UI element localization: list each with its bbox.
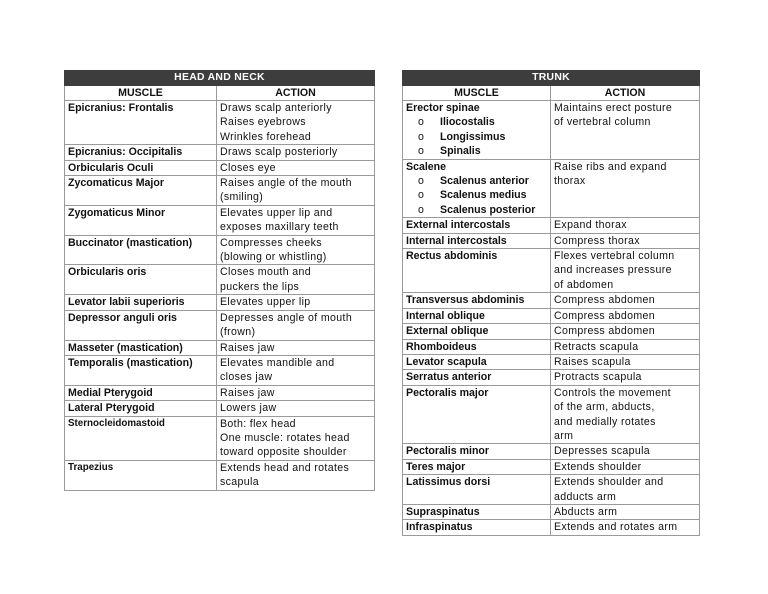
action-cell	[217, 385, 375, 400]
action-cell	[217, 235, 375, 265]
muscle-cell	[65, 416, 217, 460]
muscle-cell	[65, 310, 217, 340]
muscle-cell	[65, 295, 217, 310]
action-cell	[217, 355, 375, 385]
muscle-name: Levator labii superioris	[68, 296, 185, 309]
muscle-name: Epicranius: Occipitalis	[68, 146, 183, 159]
action-text: Raise ribs and expand	[554, 160, 667, 173]
action-text: Lowers jaw	[220, 402, 277, 415]
table-row	[65, 355, 375, 385]
muscle-cell	[65, 265, 217, 295]
muscle-cell	[65, 235, 217, 265]
action-text: Expand thorax	[554, 219, 627, 232]
action-cell	[551, 218, 700, 233]
action-text: Extends shoulder and	[554, 476, 664, 489]
table-row	[403, 385, 700, 444]
table-row	[403, 159, 700, 218]
action-text: Raises scapula	[554, 355, 631, 368]
muscle-cell	[65, 101, 217, 145]
action-text: arm	[554, 429, 574, 442]
action-cell	[217, 310, 375, 340]
table-row	[403, 475, 700, 505]
muscle-cell	[65, 205, 217, 235]
muscle-cell	[403, 339, 551, 354]
action-cell	[217, 265, 375, 295]
table-row	[65, 235, 375, 265]
muscle-cell	[65, 145, 217, 160]
muscle-name: External oblique	[406, 325, 489, 338]
muscle-name: Serratus anterior	[406, 371, 492, 384]
action-cell	[217, 145, 375, 160]
table-row	[403, 504, 700, 519]
muscle-name: Latissimus dorsi	[406, 476, 491, 489]
action-text: Protracts scapula	[554, 371, 642, 384]
action-text: Flexes vertebral column	[554, 250, 675, 263]
muscle-cell	[65, 176, 217, 206]
muscle-column-header: MUSCLE	[65, 86, 217, 101]
action-cell	[551, 504, 700, 519]
muscle-name: Buccinator (mastication)	[68, 236, 193, 249]
action-text: puckers the lips	[220, 280, 300, 293]
trunk-title: TRUNK	[403, 71, 700, 86]
muscle-name: Transversus abdominis	[406, 294, 525, 307]
action-text: and increases pressure	[554, 264, 672, 277]
table-row	[403, 218, 700, 233]
action-cell	[551, 354, 700, 369]
head-neck-title: HEAD AND NECK	[65, 71, 375, 86]
muscle-cell	[403, 444, 551, 459]
action-cell	[217, 205, 375, 235]
action-cell	[217, 340, 375, 355]
action-text: (smiling)	[220, 191, 264, 204]
action-text: and medially rotates	[554, 415, 656, 428]
muscle-name: Zygomaticus Minor	[68, 206, 166, 219]
sub-muscle-item	[418, 203, 547, 217]
action-cell	[551, 233, 700, 248]
sub-muscle-name: Scalenus medius	[440, 189, 527, 202]
action-text: Retracts scapula	[554, 340, 639, 353]
action-text: One muscle: rotates head	[220, 431, 350, 444]
muscle-name: Pectoralis minor	[406, 445, 490, 458]
table-row	[65, 460, 375, 490]
action-cell	[551, 159, 700, 218]
action-text: Compress abdomen	[554, 294, 655, 307]
action-text: (blowing or whistling)	[220, 251, 327, 264]
table-row	[403, 459, 700, 474]
action-cell	[217, 401, 375, 416]
action-text: Elevates upper lip	[220, 296, 311, 309]
action-text: Closes eye	[220, 161, 276, 174]
action-cell	[551, 520, 700, 535]
sub-muscle-item	[418, 144, 547, 158]
muscle-cell	[403, 233, 551, 248]
action-text: Draws scalp anteriorly	[220, 102, 332, 114]
sub-muscle-list	[406, 115, 547, 158]
muscle-name: Orbicularis Oculi	[68, 161, 154, 174]
muscle-name: Supraspinatus	[406, 505, 480, 518]
muscle-name: External intercostals	[406, 219, 511, 232]
action-text: Extends head and rotates	[220, 461, 350, 474]
table-row	[403, 444, 700, 459]
muscle-cell	[403, 385, 551, 444]
table-row	[65, 176, 375, 206]
sub-muscle-name: Scalenus anterior	[440, 175, 529, 188]
sub-muscle-item	[418, 130, 547, 144]
action-column-header: ACTION	[551, 86, 700, 101]
muscle-cell	[403, 475, 551, 505]
muscle-cell	[65, 460, 217, 490]
action-cell	[217, 295, 375, 310]
action-text: Depresses scapula	[554, 445, 651, 458]
action-text: Raises jaw	[220, 341, 275, 354]
action-text: Elevates mandible and	[220, 356, 335, 369]
sub-muscle-list	[406, 174, 547, 217]
muscle-cell	[403, 459, 551, 474]
action-cell	[551, 324, 700, 339]
action-text: adducts arm	[554, 490, 617, 503]
action-cell	[217, 460, 375, 490]
sub-muscle-item	[418, 188, 547, 202]
action-cell	[217, 160, 375, 175]
muscle-cell	[403, 370, 551, 385]
muscle-cell	[403, 504, 551, 519]
action-cell	[217, 416, 375, 460]
muscle-cell	[65, 340, 217, 355]
muscle-name: Epicranius: Frontalis	[68, 102, 174, 114]
muscle-cell	[403, 293, 551, 308]
action-cell	[551, 444, 700, 459]
muscle-cell	[403, 101, 551, 160]
action-cell	[551, 370, 700, 385]
muscle-cell	[403, 308, 551, 323]
sub-muscle-name: Iliocostalis	[440, 116, 495, 129]
muscle-cell	[65, 401, 217, 416]
head-neck-rows	[65, 101, 375, 491]
table-row	[403, 249, 700, 293]
action-text: closes jaw	[220, 371, 273, 384]
action-cell	[551, 459, 700, 474]
action-cell	[551, 101, 700, 160]
bullet-icon: o	[418, 189, 424, 202]
muscle-name: Teres major	[406, 460, 466, 473]
action-text: (frown)	[220, 326, 256, 339]
action-cell	[217, 176, 375, 206]
action-column-header: ACTION	[217, 86, 375, 101]
table-row	[65, 145, 375, 160]
muscle-name: Masseter (mastication)	[68, 341, 183, 354]
action-cell	[551, 475, 700, 505]
muscle-column-header: MUSCLE	[403, 86, 551, 101]
muscle-name: Lateral Pterygoid	[68, 402, 155, 415]
muscle-cell	[65, 355, 217, 385]
action-text: toward opposite shoulder	[220, 446, 347, 459]
table-row	[65, 205, 375, 235]
muscle-name: Pectoralis major	[406, 386, 489, 399]
action-text: Compress abdomen	[554, 325, 655, 338]
action-text: Abducts arm	[554, 505, 618, 518]
table-row	[65, 310, 375, 340]
bullet-icon: o	[418, 130, 424, 143]
action-cell	[551, 249, 700, 293]
action-text: Controls the movement	[554, 386, 671, 399]
muscle-cell	[65, 385, 217, 400]
muscle-name: Erector spinae	[406, 102, 480, 114]
action-text: Elevates upper lip and	[220, 206, 333, 219]
table-row	[403, 233, 700, 248]
muscle-cell	[403, 218, 551, 233]
action-text: scapula	[220, 476, 259, 489]
table-row	[403, 339, 700, 354]
muscle-name: Trapezius	[68, 461, 114, 473]
action-cell	[551, 339, 700, 354]
bullet-icon: o	[418, 203, 424, 216]
action-cell	[551, 308, 700, 323]
action-cell	[551, 385, 700, 444]
table-row	[403, 370, 700, 385]
action-text: Extends and rotates arm	[554, 521, 678, 534]
sub-muscle-name: Longissimus	[440, 130, 506, 143]
action-text: Compress thorax	[554, 234, 640, 247]
table-row	[403, 293, 700, 308]
muscle-name: Rectus abdominis	[406, 250, 498, 263]
action-text: Depresses angle of mouth	[220, 311, 353, 324]
action-text: Extends shoulder	[554, 460, 642, 473]
table-row	[65, 385, 375, 400]
muscle-name: Internal intercostals	[406, 234, 507, 247]
action-text: Compress abdomen	[554, 309, 655, 322]
table-row	[65, 340, 375, 355]
table-row	[65, 416, 375, 460]
table-row	[403, 101, 700, 160]
bullet-icon: o	[418, 145, 424, 158]
muscle-name: Sternocleidomastoid	[68, 417, 165, 429]
muscle-name: Medial Pterygoid	[68, 386, 153, 399]
action-text: Both: flex head	[220, 417, 296, 430]
action-text: of the arm, abducts,	[554, 401, 655, 414]
table-row	[403, 308, 700, 323]
action-cell	[551, 293, 700, 308]
muscle-cell	[403, 354, 551, 369]
muscle-name: Zycomaticus Major	[68, 177, 164, 190]
sub-muscle-name: Scalenus posterior	[440, 203, 536, 216]
trunk-rows	[403, 101, 700, 536]
muscle-name: Orbicularis oris	[68, 266, 147, 279]
table-row	[65, 401, 375, 416]
action-text: Wrinkles forehead	[220, 130, 312, 143]
action-cell	[217, 101, 375, 145]
muscle-cell	[403, 520, 551, 535]
muscle-name: Temporalis (mastication)	[68, 356, 193, 369]
sub-muscle-name: Spinalis	[440, 145, 481, 158]
muscle-name: Scalene	[406, 160, 447, 173]
muscle-name: Rhomboideus	[406, 340, 477, 353]
action-text: Compresses cheeks	[220, 236, 322, 249]
muscle-cell	[403, 159, 551, 218]
muscle-name: Levator scapula	[406, 355, 487, 368]
table-row	[65, 101, 375, 145]
table-row	[65, 295, 375, 310]
muscle-name: Infraspinatus	[406, 521, 473, 534]
sub-muscle-item	[418, 115, 547, 129]
action-text: Maintains erect posture	[554, 102, 673, 114]
table-row	[403, 354, 700, 369]
head-neck-table	[64, 70, 375, 491]
sub-muscle-item	[418, 174, 547, 188]
action-text: of vertebral column	[554, 116, 651, 129]
table-row	[65, 160, 375, 175]
table-row	[65, 265, 375, 295]
table-row	[403, 324, 700, 339]
action-text: thorax	[554, 175, 586, 188]
action-text: Closes mouth and	[220, 266, 311, 279]
muscle-name: Depressor anguli oris	[68, 311, 177, 324]
muscle-name: Internal oblique	[406, 309, 485, 322]
muscle-cell	[403, 324, 551, 339]
muscle-cell	[65, 160, 217, 175]
bullet-icon: o	[418, 116, 424, 129]
action-text: Raises angle of the mouth	[220, 177, 352, 190]
action-text: Raises jaw	[220, 386, 275, 399]
trunk-table	[402, 70, 700, 536]
table-row	[403, 520, 700, 535]
action-text: Raises eyebrows	[220, 116, 306, 129]
bullet-icon: o	[418, 175, 424, 188]
action-text: exposes maxillary teeth	[220, 221, 339, 234]
muscle-cell	[403, 249, 551, 293]
action-text: Draws scalp posteriorly	[220, 146, 338, 159]
action-text: of abdomen	[554, 278, 614, 291]
